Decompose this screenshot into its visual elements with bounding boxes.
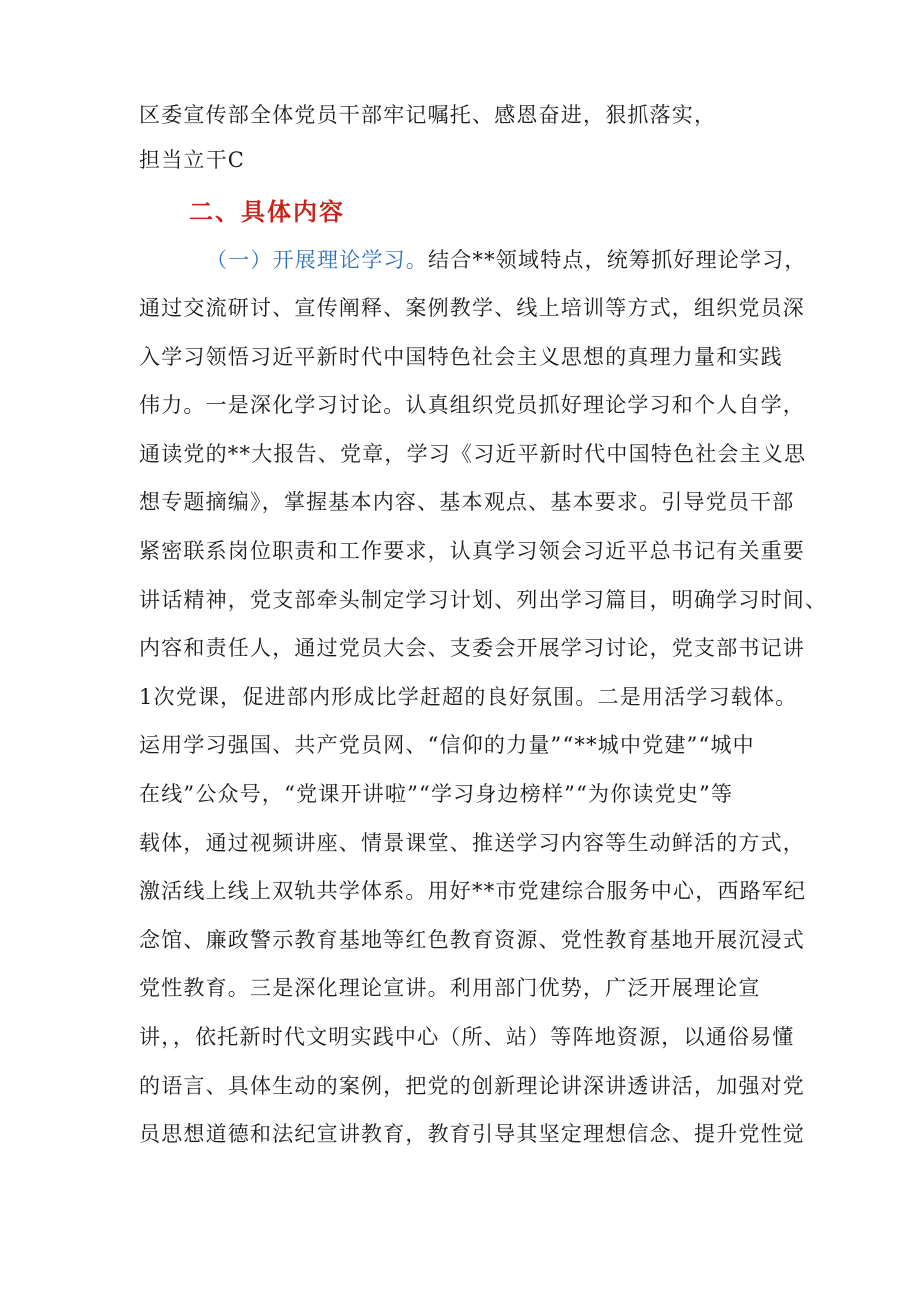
- body-line: 伟力。一是深化学习讨论。认真组织党员抓好理论学习和个人自学，: [139, 393, 805, 417]
- intro-line-1: 区委宣传部全体党员干部牢记嘱托、感恩奋进，狠抓落实，: [139, 103, 717, 127]
- body-line: 运用学习强国、共产党员网、“信仰的力量”“**城中党建”“城中: [139, 733, 755, 757]
- body-line: 讲，，依托新时代文明实践中心（所、站）等阵地资源，以通俗易懂: [139, 1025, 795, 1049]
- body-line: 想专题摘编》，掌握基本内容、基本观点、基本要求。引导党员干部: [139, 490, 795, 514]
- body-line: 讲话精神，党支部牵头制定学习计划、列出学习篇目，明确学习时间、: [139, 588, 828, 612]
- body-line: 入学习领悟习近平新时代中国特色社会主义思想的真理力量和实践: [139, 345, 783, 369]
- subsection-label: （一）开展理论学习。: [206, 248, 428, 272]
- body-line: 通读党的**大报告、党章，学习《习近平新时代中国特色社会主义思: [139, 442, 807, 466]
- paragraph-first-line: [206, 245, 807, 275]
- body-line: 载体，通过视频讲座、情景课堂、推送学习内容等生动鲜活的方式，: [139, 831, 805, 855]
- intro-line-2: 担当立干C: [139, 148, 246, 172]
- body-line: 念馆、廉政警示教育基地等红色教育资源、党性教育基地开展沉浸式: [139, 928, 805, 952]
- first-line-text: 结合**领域特点，统筹抓好理论学习，: [428, 248, 807, 272]
- body-line: 通过交流研讨、宣传阐释、案例教学、线上培训等方式，组织党员深: [139, 296, 805, 320]
- section-heading: 二、具体内容: [189, 198, 345, 226]
- body-line: 在线”公众号，“党课开讲啦”“学习身边榜样”“为你读党史”等: [139, 782, 734, 806]
- body-line: 的语言、具体生动的案例，把党的创新理论讲深讲透讲活，加强对党: [139, 1074, 805, 1098]
- body-line: 紧密联系岗位职责和工作要求，认真学习领会习近平总书记有关重要: [139, 539, 805, 563]
- body-line: 员思想道德和法纪宣讲教育，教育引导其坚定理想信念、提升党性觉: [139, 1122, 805, 1146]
- body-line: 激活线上线上双轨共学体系。用好**市党建综合服务中心，西路军纪: [139, 879, 807, 903]
- body-line: 1次党课，促进部内形成比学赶超的良好氛围。二是用活学习载体。: [139, 685, 798, 709]
- body-line: 内容和责任人，通过党员大会、支委会开展学习讨论，党支部书记讲: [139, 636, 805, 660]
- body-line: 党性教育。三是深化理论宣讲。利用部门优势，广泛开展理论宣: [139, 976, 761, 1000]
